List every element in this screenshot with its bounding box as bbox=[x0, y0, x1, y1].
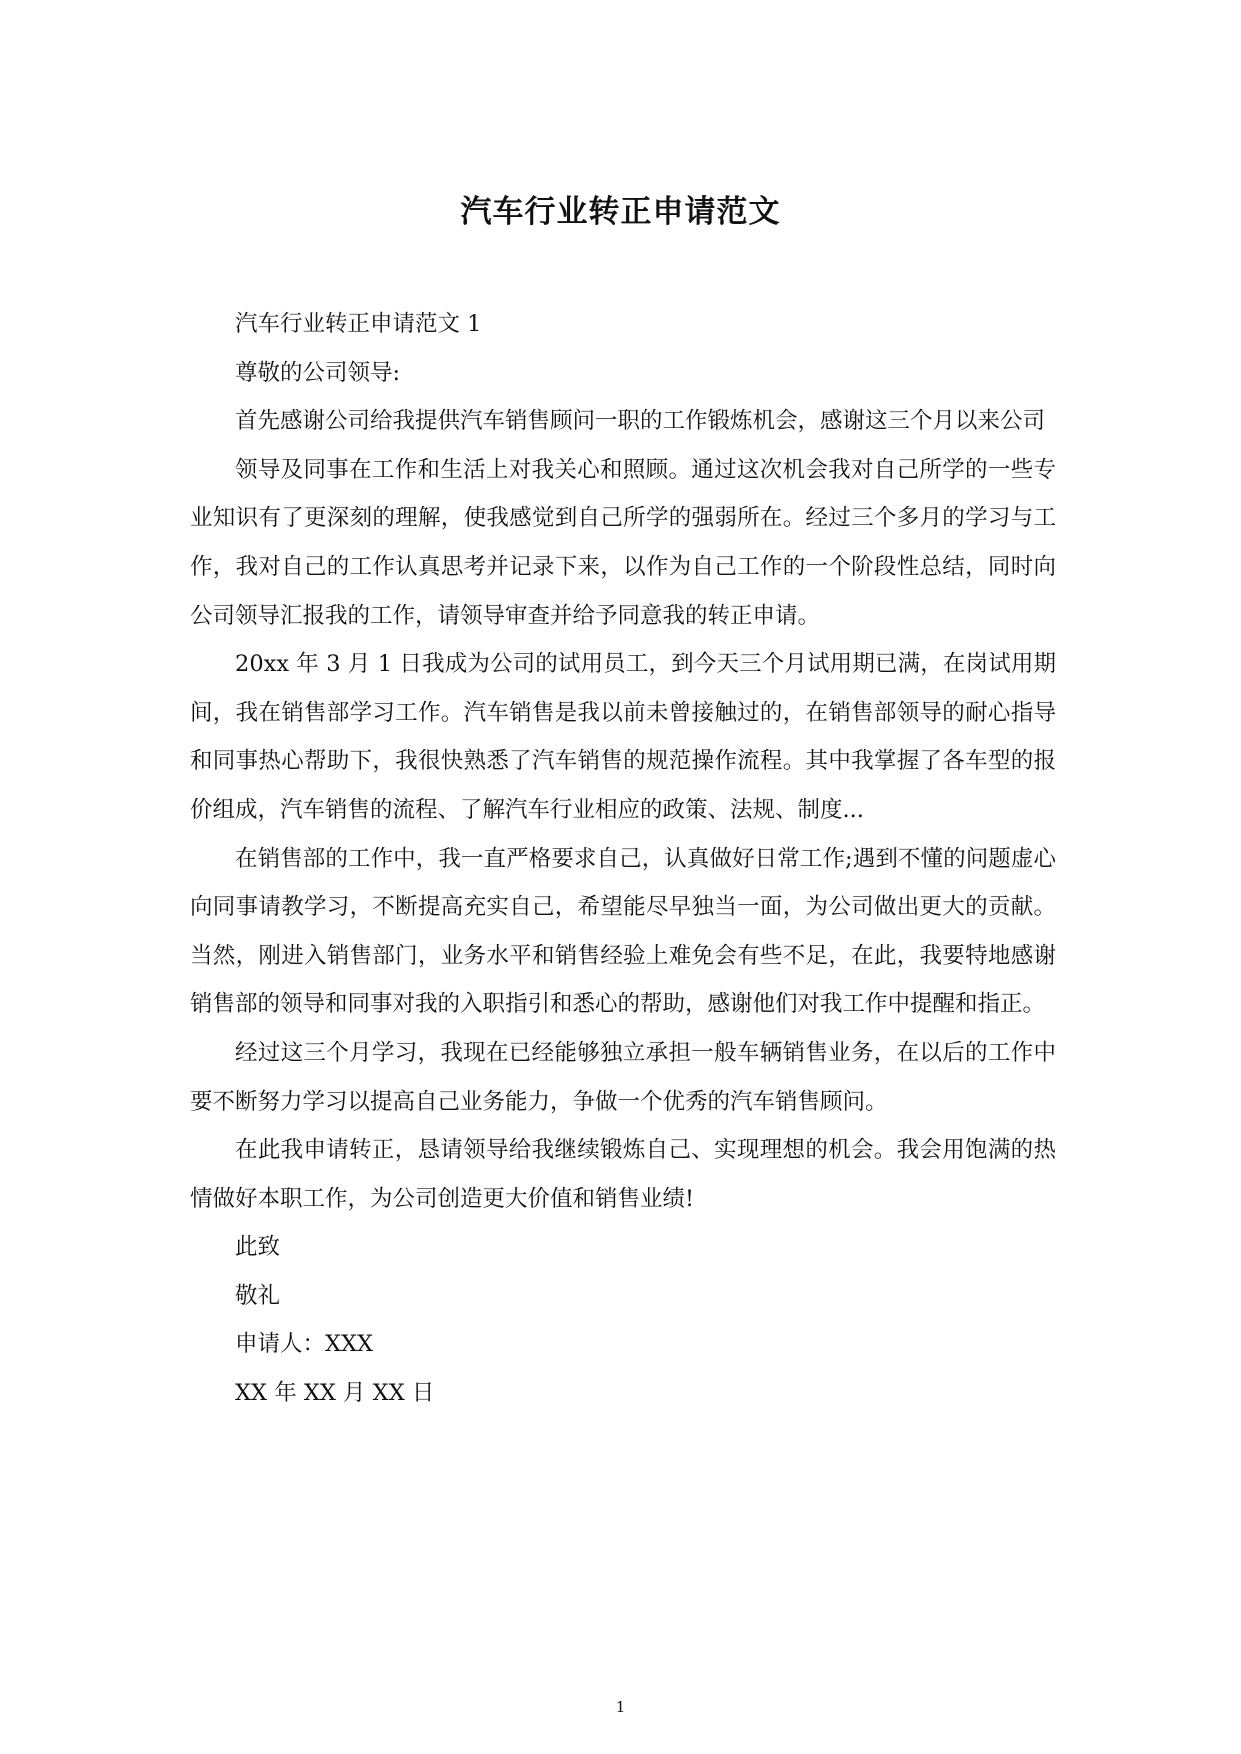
body-paragraph: 领导及同事在工作和生活上对我关心和照顾。通过这次机会我对自己所学的一些专业知识有了更深刻的理解，使我感觉到自己所学的强弱所在。经过三个多月的学习与工作，我对自己的工作认真思考并记录下来，以作为自己工作的一个阶段性总结，同时向公司领导汇报我的工作，请领导审查并给予同意我的转正申请。 bbox=[190, 456, 1056, 629]
document-title: 汽车行业转正申请范文 bbox=[460, 194, 781, 230]
applicant-signature: 申请人：XXX bbox=[235, 1331, 374, 1358]
section-heading: 汽车行业转正申请范文 1 bbox=[235, 311, 482, 337]
page-number: 1 bbox=[615, 1698, 626, 1716]
body-paragraph: 在此我申请转正，恳请领导给我继续锻炼自己、实现理想的机会。我会用饱满的热情做好本职工作，为公司创造更大价值和销售业绩! bbox=[190, 1137, 1056, 1212]
body-paragraph: 在销售部的工作中，我一直严格要求自己，认真做好日常工作;遇到不懂的问题虚心向同事请教学习，不断提高充实自己，希望能尽早独当一面，为公司做出更大的贡献。当然，刚进入销售部门，业务水平和销售经验上难免会有些不足，在此，我要特地感谢销售部的领导和同事对我的入职指引和悉心的帮助，感谢他们对我工作中提醒和指正。 bbox=[190, 845, 1056, 1018]
body-paragraph: 首先感谢公司给我提供汽车销售顾问一职的工作锻炼机会，感谢这三个月以来公司 bbox=[235, 408, 1046, 435]
document-body bbox=[190, 300, 1056, 1418]
closing-line: 此致 bbox=[235, 1234, 281, 1261]
body-paragraph: 经过这三个月学习，我现在已经能够独立承担一般车辆销售业务，在以后的工作中要不断努力学习以提高自己业务能力，争做一个优秀的汽车销售顾问。 bbox=[190, 1039, 1056, 1115]
signature-date: XX 年 XX 月 XX 日 bbox=[235, 1380, 435, 1407]
salutation: 尊敬的公司领导: bbox=[235, 359, 401, 386]
body-paragraph: 20xx 年 3 月 1 日我成为公司的试用员工，到今天三个月试用期已满，在岗试用期间，我在销售部学习工作。汽车销售是我以前未曾接触过的，在销售部领导的耐心指导和同事热心帮助下，我很快熟悉了汽车销售的规范操作流程。其中我掌握了各车型的报价组成，汽车销售的流程、了解汽车行业相应的政策、法规、制度... bbox=[190, 651, 1056, 823]
closing-line: 敬礼 bbox=[235, 1282, 281, 1309]
